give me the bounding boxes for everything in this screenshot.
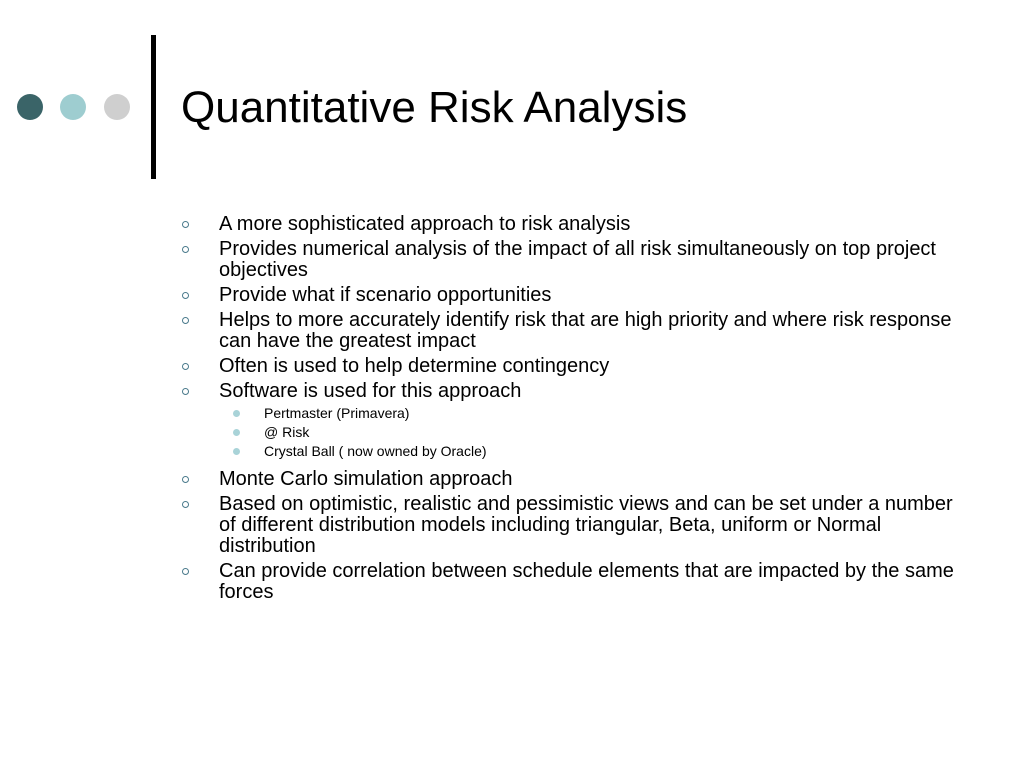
bullet-item <box>181 469 961 490</box>
bullet-ring-icon <box>182 476 189 483</box>
bullet-text: A more sophisticated approach to risk analysis <box>219 213 631 235</box>
bullet-item <box>181 356 961 377</box>
bullet-text: Often is used to help determine contingency <box>219 355 610 377</box>
light-teal-dot-icon <box>60 94 86 120</box>
sub-bullet-text: Pertmaster (Primavera) <box>264 405 410 421</box>
bullet-item <box>181 561 961 603</box>
bullet-text: Provides numerical analysis of the impact of all risk simultaneously on top project objectives <box>219 238 936 281</box>
bullet-text: Monte Carlo simulation approach <box>219 468 513 490</box>
bullet-ring-icon <box>182 363 189 370</box>
slide-content <box>181 214 961 607</box>
bullet-item <box>181 214 961 235</box>
bullet-text: Provide what if scenario opportunities <box>219 284 552 306</box>
bullet-list <box>181 214 961 603</box>
sub-bullet-dot-icon <box>233 448 240 455</box>
title-divider <box>151 35 156 179</box>
sub-bullet-text: Crystal Ball ( now owned by Oracle) <box>264 443 487 459</box>
sub-bullet-list <box>219 404 961 461</box>
bullet-text: Software is used for this approach <box>219 380 522 402</box>
sub-bullet-dot-icon <box>233 410 240 417</box>
bullet-item <box>181 381 961 461</box>
bullet-ring-icon <box>182 317 189 324</box>
sub-bullet-item <box>219 423 961 442</box>
bullet-item <box>181 239 961 281</box>
bullet-ring-icon <box>182 388 189 395</box>
slide-title: Quantitative Risk Analysis <box>181 83 688 132</box>
sub-bullet-text: @ Risk <box>264 424 310 440</box>
bullet-item <box>181 310 961 352</box>
bullet-ring-icon <box>182 221 189 228</box>
bullet-item <box>181 285 961 306</box>
sub-bullet-item <box>219 404 961 423</box>
sub-bullet-dot-icon <box>233 429 240 436</box>
bullet-text: Based on optimistic, realistic and pessimistic views and can be set under a number of different distribution models including triangular, Beta, uniform or Normal distribution <box>219 493 953 557</box>
bullet-ring-icon <box>182 246 189 253</box>
bullet-ring-icon <box>182 568 189 575</box>
bullet-item <box>181 494 961 557</box>
bullet-ring-icon <box>182 292 189 299</box>
bullet-ring-icon <box>182 501 189 508</box>
bullet-text: Can provide correlation between schedule elements that are impacted by the same forces <box>219 560 954 603</box>
gray-dot-icon <box>104 94 130 120</box>
sub-bullet-item <box>219 442 961 461</box>
dark-teal-dot-icon <box>17 94 43 120</box>
bullet-text: Helps to more accurately identify risk that are high priority and where risk response can have the greatest impact <box>219 309 952 352</box>
